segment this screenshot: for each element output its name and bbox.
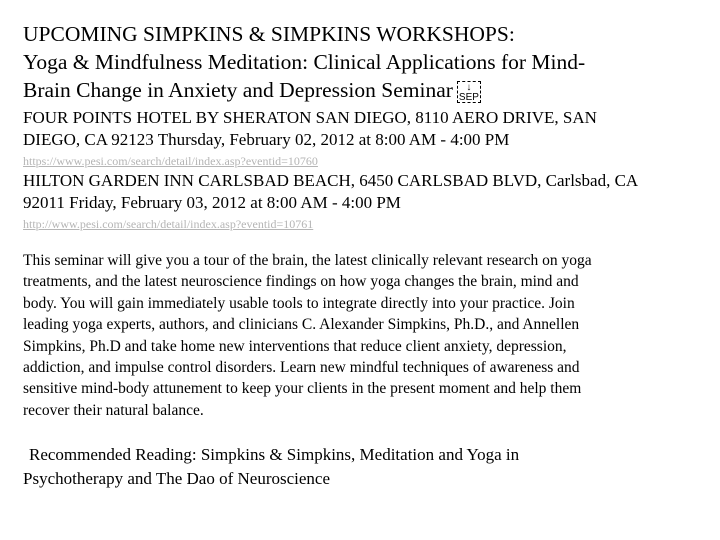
slide-page — [23, 20, 703, 491]
description-line: sensitive mind-body attunement to keep your clients in the present moment and help them — [23, 380, 582, 398]
description-line: leading yoga experts, authors, and clinicians C. Alexander Simpkins, Ph.D., and Annellen — [23, 316, 580, 334]
seminar-description — [23, 250, 703, 421]
sep-arrow-icon: ↓ — [466, 82, 472, 93]
title-line-3 — [23, 76, 703, 104]
recommended-line-2: Psychotherapy and The Dao of Neuroscience — [23, 469, 330, 489]
description-line: treatments, and the latest neuroscience findings on how yoga changes the brain, mind and — [23, 273, 579, 291]
description-line: Simpkins, Ph.D and take home new interventions that reduce client anxiety, depression, — [23, 337, 567, 355]
event-venue-line-2: 92011 Friday, February 03, 2012 at 8:00 AM - 4:00 PM — [23, 193, 401, 212]
title-line-2: Yoga & Mindfulness Meditation: Clinical Applications for Mind- — [23, 50, 586, 74]
description-line: recover their natural balance. — [23, 401, 204, 419]
recommended-line-1: Recommended Reading: Simpkins & Simpkins, Meditation and Yoga in — [29, 445, 520, 465]
title-line-3-text: Brain Change in Anxiety and Depression Seminar — [23, 78, 453, 102]
event-link[interactable]: https://www.pesi.com/search/detail/index.asp?eventid=10760 — [23, 154, 318, 168]
page-title — [23, 20, 703, 104]
event-venue-line-1: HILTON GARDEN INN CARLSBAD BEACH, 6450 CARLSBAD BLVD, Carlsbad, CA — [23, 171, 639, 190]
description-line: addiction, and impulse control disorders. Learn new mindful techniques of awareness and — [23, 359, 580, 377]
event-carlsbad — [23, 170, 703, 232]
event-venue-line-1: FOUR POINTS HOTEL BY SHERATON SAN DIEGO, 8110 AERO DRIVE, SAN — [23, 108, 597, 127]
sep-control-icon — [457, 81, 481, 103]
event-san-diego — [23, 107, 703, 169]
event-venue-line-2: DIEGO, CA 92123 Thursday, February 02, 2012 at 8:00 AM - 4:00 PM — [23, 130, 510, 149]
description-line: This seminar will give you a tour of the brain, the latest clinically relevant research on yoga — [23, 252, 592, 269]
event-link[interactable]: http://www.pesi.com/search/detail/index.asp?eventid=10761 — [23, 217, 314, 231]
description-line: body. You will gain immediately usable tools to integrate directly into your practice. Join — [23, 294, 575, 312]
title-line-1: UPCOMING SIMPKINS & SIMPKINS WORKSHOPS: — [23, 22, 515, 46]
recommended-reading — [23, 443, 703, 491]
sep-label: SEP — [458, 92, 479, 103]
